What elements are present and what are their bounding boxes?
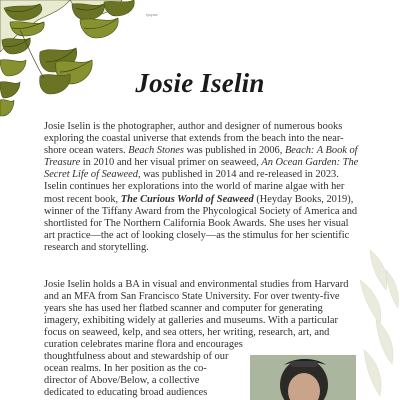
bio-paragraph-2-text: Josie Iselin holds a BA in visual and environmental studies from Harvard and an MFA from San Francisco State University. For over twenty-five years she has used her flatbed scanner and computer for generating imagery, exhibiting widely at galleries and museums. With a particular focus on seaweed, kelp, and sea otters, her writing, research, art, and curation celebrates marine flora and encourages	[44, 279, 349, 351]
book-title-featured: The Curious World of Seaweed	[120, 193, 254, 205]
bio-paragraph-1-text	[44, 121, 360, 254]
bio-paragraph-3	[44, 351, 234, 399]
bio-paragraph-1	[44, 121, 360, 254]
bio-paragraph-3-text: thoughtfulness about and stewardship of our ocean realms. In her position as the co-director of Above/Below, a collective dedicated to educating broad audiences	[44, 351, 229, 399]
bio-text-run: Josie Iselin is the photographer, author and designer of numerous books exploring the coastal universe that extends from the beach into the near-shore ocean waters.	[44, 121, 344, 157]
header-small-label: Iyupse	[146, 12, 158, 17]
portrait-image	[250, 355, 356, 400]
bio-text-run: was published in 2006,	[183, 145, 285, 157]
author-portrait	[250, 355, 356, 400]
book-title: An Ocean Garden: The Secret Life of Seaweed	[44, 157, 359, 181]
seaweed-illustration	[0, 0, 170, 118]
bio-text-run: in 2010 and her visual primer on seaweed,	[80, 157, 262, 169]
book-title: Beach Stones	[128, 145, 184, 157]
bio-text-run: , was published in 2014 and re-released in 2023. Iselin continues her explorations into the world of marine algae with her most recent book,	[44, 169, 345, 205]
bio-text-run: (Heyday Books, 2019), winner of the Tiffany Award from the Phycological Society of America and shortlisted for The Northern California Book Awards. She uses her visual art practice—the act of looking closely—as the stimulus for her scientific research and storytelling.	[44, 193, 358, 253]
page-title: Josie Iselin	[135, 68, 265, 98]
book-title: Beach: A Book of Treasure	[44, 145, 358, 169]
bio-paragraph-2	[44, 279, 360, 352]
